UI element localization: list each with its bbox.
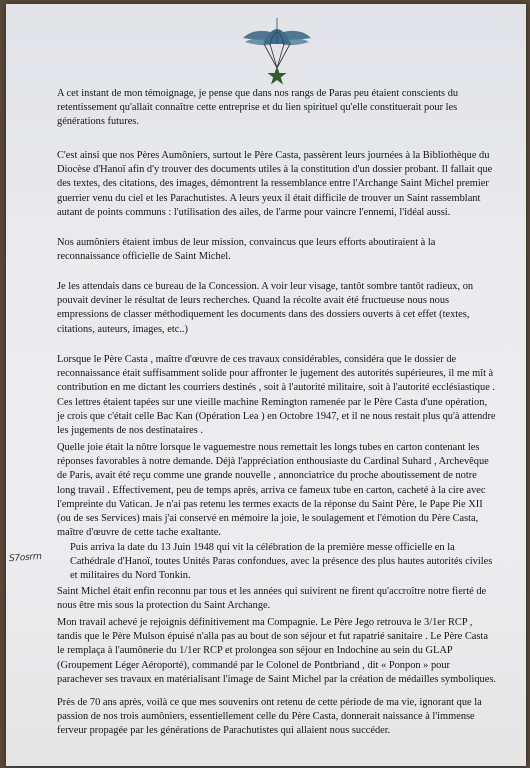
paragraph-8: Saint Michel était enfin reconnu par tous et les années qui suivirent ne firent qu'accroître notre fierté de nous être mis sous la protection du Saint Archange. — [57, 586, 487, 612]
paragraph-10: Près de 70 ans après, voilà ce que mes souvenirs ont retenu de cette période de ma vie, ignorant que la passion de nos trois aumôniers, essentiellement celle du Père Casta, donnerait naissance à l'immense ferveur propagée par les générations de Parachutistes qui allaient nous succéder. — [57, 697, 482, 737]
paragraph-5: Lorsque le Père Casta , maître d'œuvre de ces travaux considérables, considéra que le dossier de reconnaissance était suffisamment solide pour affronter le jugement des autorités supérieures, il me mît à contribution en me dictant les courriers destinés , soit à l'autorité militaire, soit à l'autorité ecclésiastique . Ces lettres étaient tapées sur une vieille machine Remington ramenée par le Père Casta d'une opération, je crois que c'était celle Bac Kan (Opération Lea ) en Octobre 1947, et il ne nous restait plus qu'à attendre les jugements de nos destinataires . — [57, 354, 496, 437]
paratrooper-insignia-icon — [241, 10, 313, 90]
paragraph-6: Quelle joie était la nôtre lorsque le vaguemestre nous remettait les longs tubes en carton contenant les réponses favorables à notre demande. Déjà l'appréciation enthousiaste du Cardinal Suhard , Archevêque de Paris, avait été reçu comme une grande nouvelle , annonciatrice du proche aboutissement de notre long travail . Effectivement, peu de temps après, arriva ce fameux tube en carton, cacheté à la cire avec l'empreinte du Vatican. Je n'ai pas retenu les termes exacts de la réponse du Saint Père, le Pape Pie XII (ou de ses Services) mais j'ai conservé en mémoire la joie, le soulagement et l'émotion du Père Casta, maître d'œuvre de cette tache exaltante. — [57, 442, 489, 539]
paragraph-4: Je les attendais dans ce bureau de la Concession. A voir leur visage, tantôt sombre tantôt radieux, on pouvait deviner le résultat de leurs recherches. Quand la récolte avait été fructueuse nous nous empressions de classer méthodiquement les documents dans des dossiers ouverts à cet effet (textes, citations, auteurs, images, etc..) — [57, 281, 474, 335]
paragraph-1: A cet instant de mon témoignage, je pense que dans nos rangs de Paras peu étaient conscients du retentissement qu'allait connaître cette entreprise et du lien spirituel qu'elle constituerait pour les générations futures. — [57, 88, 459, 128]
document-page — [6, 4, 526, 766]
paragraph-2: C'est ainsi que nos Pères Aumôniers, surtout le Père Casta, passèrent leurs journées à la Bibliothèque du Diocèse d'Hanoï afin d'y trouver des documents utiles à la constitution d'un dossier probant. Il fallait que des textes, des citations, des images, démontrent la ressemblance entre l'Archange Saint Michel premier guerrier venu du ciel et les Parachutistes. A leurs yeux il était difficile de trouver un Saint rassemblant autant de points communs : l'utilisation des ailes, de l'arme pour vaincre l'ennemi, l'idéal aussi. — [57, 150, 493, 218]
paragraph-7: Puis arriva la date du 13 Juin 1948 qui vit la célébration de la première messe officielle en la Cathédrale d'Hanoï, toutes Unités Paras confondues, avec la présence des plus hautes autorités civiles et militaires du Nord Tonkin. — [70, 542, 493, 582]
handwritten-margin-note: S7osrrn — [8, 551, 42, 565]
paragraph-3: Nos aumôniers étaient imbus de leur mission, convaincus que leurs efforts aboutiraient à la reconnaissance officielle de Saint Michel. — [57, 237, 436, 263]
paragraph-9: Mon travail achevé je rejoignis définitivement ma Compagnie. Le Père Jego retrouva le 3/1er RCP , tandis que le Père Mulson épuisé n'alla pas au bout de son séjour et fut rapatrié sanitaire . Le Père Casta le remplaça à l'aumônerie du 1/1er RCP et prolongea son séjour en Indochine au sein du GLAP (Groupement Léger Aéroporté), commandé par le Colonel de Pontbriand , dit « Ponpon » pour parachever ses travaux en matérialisant l'image de Saint Michel par la création de médailles symboliques. — [57, 617, 496, 685]
